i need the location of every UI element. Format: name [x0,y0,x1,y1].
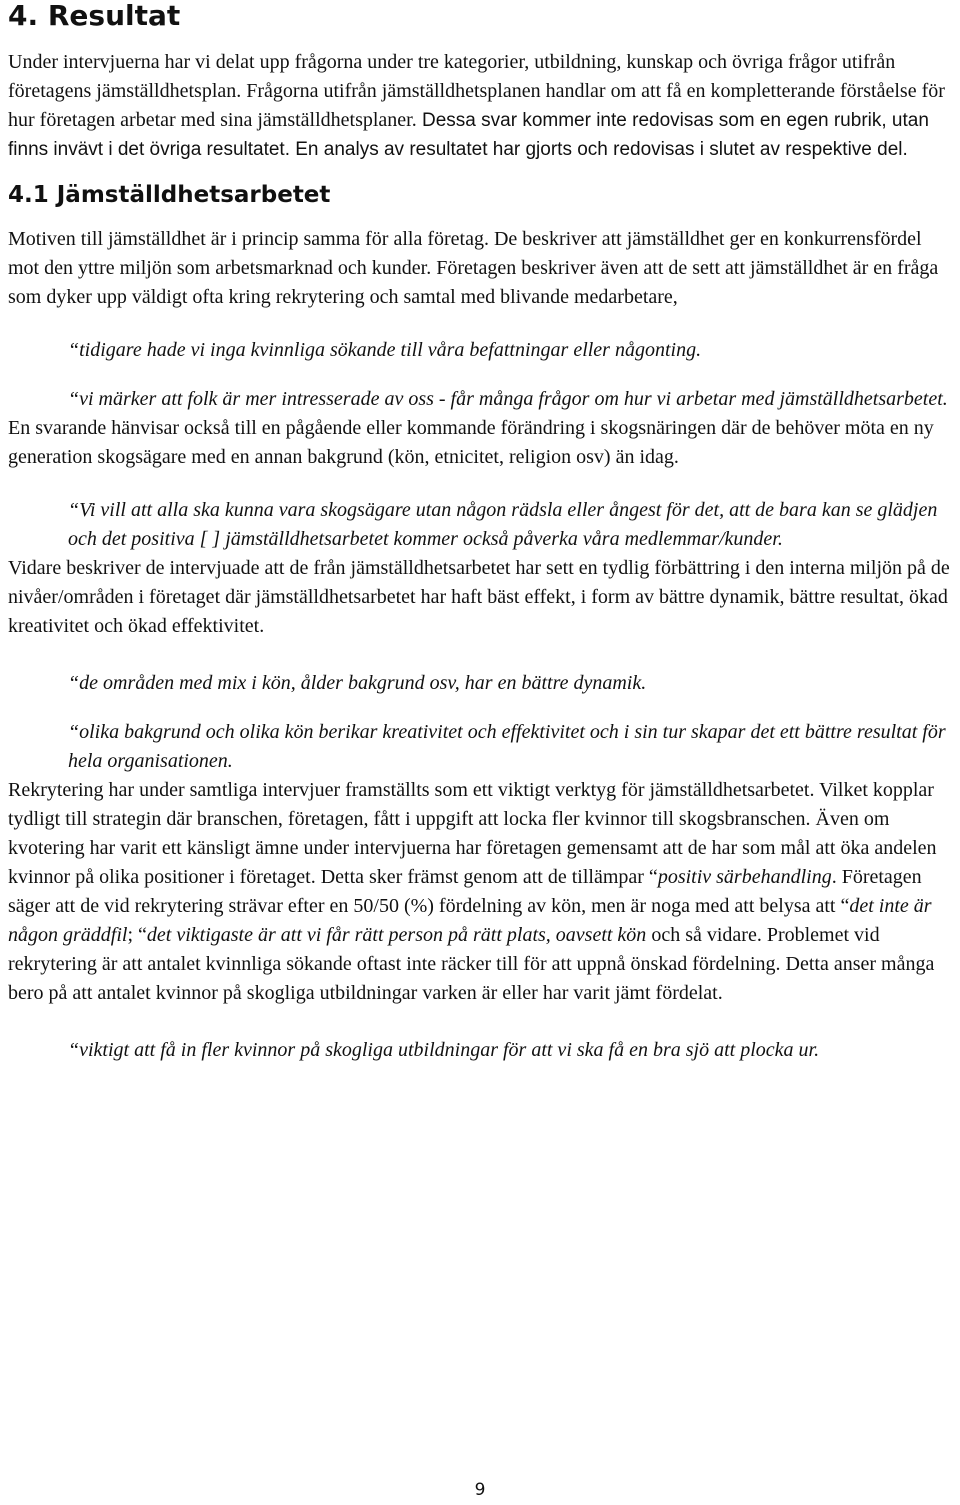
motives-paragraph: Motiven till jämställdhet är i princip samma för alla företag. De beskriver att jämställdhet ger en konkurrensfördel mot den yttre miljön som arbetsmarknad och kunder. Företagen beskriver även att de sett att jämställdhet är en fråga som dyker upp väldigt ofta kring rekrytering och samtal med blivande medarbetare, [8,228,939,308]
quote-dynamics: “de områden med mix i kön, ålder bakgrund osv, har en bättre dynamik. [68,672,647,694]
intro-paragraph [8,48,954,164]
recruitment-text-4: och så vidare. Problemet vid rekrytering är att antalet kvinnliga sökande oftast inte räcker till för att uppnå önskad fördelning. Detta anser många bero på att antalet kvinnor på skogliga utbildningar varken är eller har varit jämt fördelat. [8,924,935,1004]
quote-text: viktigt att få in fler kvinnor på skogliga utbildningar för att vi ska få en bra sjö att plocka ur. [79,1039,820,1061]
quote-text: olika bakgrund och olika kön berikar kreativitet och effektivitet och i sin tur skapar det ett bättre resultat för hela organisationen. [68,721,946,772]
recruitment-text-3: ; [127,924,139,946]
recruitment-text-2: . Företagen säger att de vid rekrytering strävar efter en 50/50 (%) fördelning av kön, men är noga med att belysa att [8,866,922,917]
quote-interest: “vi märker att folk är mer intresserade av oss - får många frågor om hur vi arbetar med jämställdhetsarbetet. [68,388,948,410]
page-number: 9 [474,1480,486,1500]
quote-creativity: “olika bakgrund och olika kön berikar kreativitet och effektivitet och i sin tur skapar det ett bättre resultat för hela organisationen. [68,721,946,772]
recruitment-paragraph: Rekrytering har under samtliga intervjuer framställts som ett viktigt verktyg för jämställdhetsarbetet. Vilket kopplar tydligt till strategin där branschen, företagen, fått i uppgift att locka fler kvinnor till skogsbranschen. Även om kvotering har varit ett känsligt ämne under intervjuerna har företagen gemensamt att de har som mål att öka andelen kvinnor på olika positioner i företaget. Detta sker främst genom att de tillämpar “positiv särbehandling. Företagen säger att de vid rekrytering strävar efter en 50/50 (%) fördelning av kön, men är noga med att belysa att “det inte är någon gräddfil; “det viktigaste är att vi får rätt person på rätt plats, oavsett kön och så vidare. Problemet vid rekrytering är att antalet kvinnliga sökande oftast inte räcker till för att uppnå önskad fördelning. Detta anser många bero på att antalet kvinnor på skogliga utbildningar varken är eller har varit jämt fördelat. [8,779,937,1004]
chapter-heading: 4. Resultat [8,0,181,32]
intro-sans-text: Dessa svar kommer inte redovisas som en egen rubrik, utan finns invävt i det övriga resultatet. En analys av resultatet har gjorts och redovisas i slutet av respektive del. [8,110,929,160]
document-page [8,0,954,1065]
recruitment-text-1: Rekrytering har under samtliga intervjuer framställts som ett viktigt verktyg för jämställdhetsarbetet. Vilket kopplar tydligt till strategin där branschen, företagen, fått i uppgift att locka fler kvinnor till skogsbranschen. Även om kvotering har varit ett känsligt ämne under intervjuerna har företagen gemensamt att de har som mål att öka andelen kvinnor på olika positioner i företaget. Detta sker främst genom att de tillämpar [8,779,937,888]
intro-serif-text: Under intervjuerna har vi delat upp frågorna under tre kategorier, utbildning, kunskap och övriga frågor utifrån företagens jämställdhetsplan. Frågorna utifrån jämställdhetsplanen handlar om att få en kompletterande förståelse för hur företagen arbetar med sina jämställdhetsplaner. [8,51,945,131]
forest-owner-paragraph: En svarande hänvisar också till en pågående eller kommande förändring i skogsnäringen där de behöver möta en ny generation skogsägare med en annan bakgrund (kön, etnicitet, religion osv) än idag. [8,417,934,468]
section-heading: 4.1 Jämställdhetsarbetet [8,182,331,208]
internal-environment-paragraph: Vidare beskriver de intervjuade att de från jämställdhetsarbetet har sett en tydlig förbättring i den interna miljön på de nivåer/områden i företaget där jämställdhetsarbetet har haft bäst effekt, i form av bättre dynamik, bättre resultat, ökad kreativitet och ökad effektivitet. [8,557,950,637]
quote-text: de områden med mix i kön, ålder bakgrund osv, har en bättre dynamik. [79,672,647,694]
quote-forest-owners: “Vi vill att alla ska kunna vara skogsägare utan någon rädsla eller ångest för det, att de bara kan se glädjen och det positiva [ ] jämställdhetsarbetet kommer också påverka våra medlemmar/kunder. [68,499,938,550]
quote-education: “viktigt att få in fler kvinnor på skogliga utbildningar för att vi ska få en bra sjö att plocka ur. [68,1039,820,1061]
quote-text: tidigare hade vi inga kvinnliga sökande till våra befattningar eller någonting. [79,339,702,361]
recruitment-italic-1: positiv särbehandling [657,866,832,888]
quote-text: Vi vill att alla ska kunna vara skogsägare utan någon rädsla eller ångest för det, att de bara kan se glädjen och det positiva [ ] jämställdhetsarbetet kommer också påverka våra medlemmar/kunder. [68,499,938,550]
quote-recruitment: “tidigare hade vi inga kvinnliga sökande till våra befattningar eller någonting. [68,339,702,361]
recruitment-italic-3: det viktigaste är att vi får rätt person på rätt plats, oavsett kön [146,924,647,946]
recruitment-italic-2: det inte är någon gräddfil [8,895,932,946]
quote-text: vi märker att folk är mer intresserade av oss - får många frågor om hur vi arbetar med jämställdhetsarbetet. [79,388,948,410]
